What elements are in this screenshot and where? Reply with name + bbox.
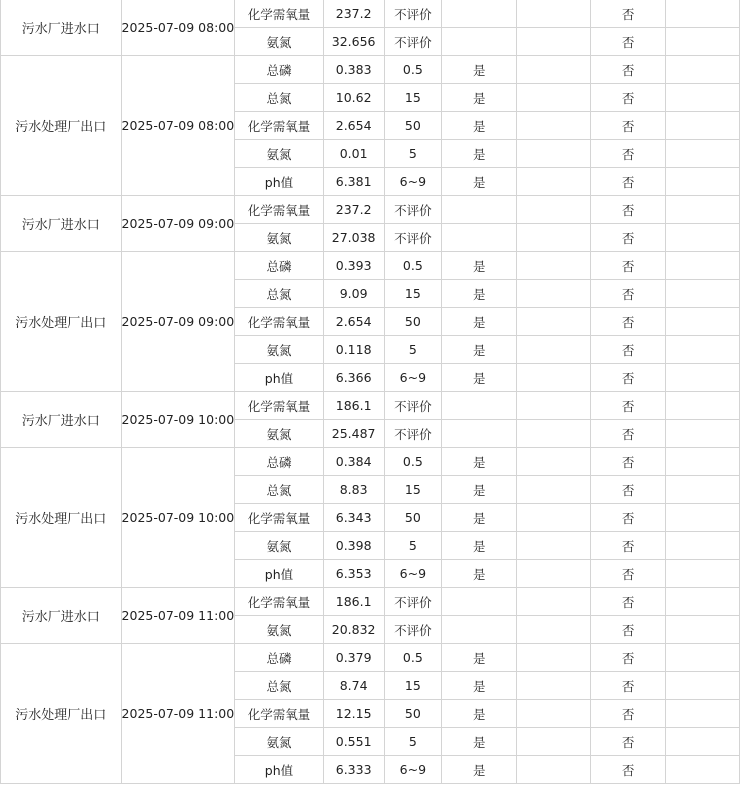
exceed-cell: 否 xyxy=(591,140,666,168)
blank-cell xyxy=(666,700,740,728)
value-cell: 10.62 xyxy=(323,84,384,112)
blank-cell xyxy=(666,504,740,532)
indicator-cell: 化学需氧量 xyxy=(235,0,324,28)
blank-cell xyxy=(666,448,740,476)
site-cell: 污水处理厂出口 xyxy=(1,252,122,392)
site-cell: 污水处理厂出口 xyxy=(1,644,122,784)
value-cell: 6.343 xyxy=(323,504,384,532)
blank-cell xyxy=(666,140,740,168)
exceed-cell: 否 xyxy=(591,728,666,756)
table-row xyxy=(1,644,740,672)
value-cell: 0.01 xyxy=(323,140,384,168)
compliant-cell xyxy=(442,28,517,56)
blank-cell xyxy=(517,532,591,560)
standard-cell: 5 xyxy=(384,140,442,168)
blank-cell xyxy=(666,616,740,644)
blank-cell xyxy=(666,364,740,392)
standard-cell: 50 xyxy=(384,700,442,728)
indicator-cell: 氨氮 xyxy=(235,420,324,448)
blank-cell xyxy=(517,280,591,308)
blank-cell xyxy=(517,504,591,532)
indicator-cell: 氨氮 xyxy=(235,28,324,56)
blank-cell xyxy=(666,308,740,336)
blank-cell xyxy=(666,196,740,224)
value-cell: 237.2 xyxy=(323,196,384,224)
standard-cell: 5 xyxy=(384,728,442,756)
value-cell: 0.384 xyxy=(323,448,384,476)
blank-cell xyxy=(517,476,591,504)
blank-cell xyxy=(517,0,591,28)
blank-cell xyxy=(517,700,591,728)
indicator-cell: 化学需氧量 xyxy=(235,700,324,728)
exceed-cell: 否 xyxy=(591,364,666,392)
compliant-cell xyxy=(442,196,517,224)
compliant-cell: 是 xyxy=(442,560,517,588)
blank-cell xyxy=(666,56,740,84)
compliant-cell xyxy=(442,588,517,616)
standard-cell: 不评价 xyxy=(384,588,442,616)
time-cell: 2025-07-09 10:00 xyxy=(121,448,235,588)
value-cell: 27.038 xyxy=(323,224,384,252)
value-cell: 32.656 xyxy=(323,28,384,56)
compliant-cell: 是 xyxy=(442,252,517,280)
standard-cell: 50 xyxy=(384,308,442,336)
compliant-cell: 是 xyxy=(442,644,517,672)
value-cell: 0.118 xyxy=(323,336,384,364)
exceed-cell: 否 xyxy=(591,56,666,84)
blank-cell xyxy=(517,728,591,756)
value-cell: 0.383 xyxy=(323,56,384,84)
exceed-cell: 否 xyxy=(591,476,666,504)
blank-cell xyxy=(517,756,591,784)
indicator-cell: ph值 xyxy=(235,560,324,588)
exceed-cell: 否 xyxy=(591,756,666,784)
table-row xyxy=(1,252,740,280)
compliant-cell: 是 xyxy=(442,140,517,168)
table-row xyxy=(1,56,740,84)
exceed-cell: 否 xyxy=(591,84,666,112)
value-cell: 186.1 xyxy=(323,588,384,616)
blank-cell xyxy=(666,728,740,756)
indicator-cell: 化学需氧量 xyxy=(235,392,324,420)
compliant-cell xyxy=(442,392,517,420)
value-cell: 6.353 xyxy=(323,560,384,588)
compliant-cell: 是 xyxy=(442,756,517,784)
blank-cell xyxy=(517,392,591,420)
compliant-cell xyxy=(442,616,517,644)
exceed-cell: 否 xyxy=(591,392,666,420)
exceed-cell: 否 xyxy=(591,532,666,560)
compliant-cell: 是 xyxy=(442,532,517,560)
indicator-cell: ph值 xyxy=(235,756,324,784)
value-cell: 237.2 xyxy=(323,0,384,28)
blank-cell xyxy=(517,140,591,168)
standard-cell: 6~9 xyxy=(384,560,442,588)
exceed-cell: 否 xyxy=(591,504,666,532)
blank-cell xyxy=(666,84,740,112)
exceed-cell: 否 xyxy=(591,224,666,252)
compliant-cell: 是 xyxy=(442,56,517,84)
compliant-cell xyxy=(442,0,517,28)
indicator-cell: 总磷 xyxy=(235,448,324,476)
standard-cell: 15 xyxy=(384,476,442,504)
blank-cell xyxy=(517,252,591,280)
blank-cell xyxy=(517,168,591,196)
blank-cell xyxy=(517,196,591,224)
time-cell: 2025-07-09 10:00 xyxy=(121,392,235,448)
compliant-cell: 是 xyxy=(442,336,517,364)
exceed-cell: 否 xyxy=(591,280,666,308)
blank-cell xyxy=(517,112,591,140)
blank-cell xyxy=(517,84,591,112)
value-cell: 2.654 xyxy=(323,308,384,336)
value-cell: 186.1 xyxy=(323,392,384,420)
standard-cell: 5 xyxy=(384,336,442,364)
indicator-cell: 总磷 xyxy=(235,252,324,280)
table-body xyxy=(1,0,740,784)
table-row xyxy=(1,196,740,224)
time-cell: 2025-07-09 08:00 xyxy=(121,0,235,56)
exceed-cell: 否 xyxy=(591,308,666,336)
blank-cell xyxy=(666,224,740,252)
compliant-cell: 是 xyxy=(442,280,517,308)
time-cell: 2025-07-09 11:00 xyxy=(121,644,235,784)
value-cell: 6.381 xyxy=(323,168,384,196)
compliant-cell: 是 xyxy=(442,308,517,336)
value-cell: 8.83 xyxy=(323,476,384,504)
time-cell: 2025-07-09 09:00 xyxy=(121,196,235,252)
compliant-cell: 是 xyxy=(442,504,517,532)
indicator-cell: ph值 xyxy=(235,364,324,392)
blank-cell xyxy=(666,392,740,420)
blank-cell xyxy=(666,112,740,140)
exceed-cell: 否 xyxy=(591,644,666,672)
compliant-cell: 是 xyxy=(442,112,517,140)
value-cell: 6.366 xyxy=(323,364,384,392)
standard-cell: 15 xyxy=(384,672,442,700)
blank-cell xyxy=(666,476,740,504)
blank-cell xyxy=(517,616,591,644)
site-cell: 污水厂进水口 xyxy=(1,196,122,252)
value-cell: 9.09 xyxy=(323,280,384,308)
exceed-cell: 否 xyxy=(591,112,666,140)
blank-cell xyxy=(666,28,740,56)
value-cell: 6.333 xyxy=(323,756,384,784)
exceed-cell: 否 xyxy=(591,196,666,224)
time-cell: 2025-07-09 11:00 xyxy=(121,588,235,644)
site-cell: 污水处理厂出口 xyxy=(1,448,122,588)
compliant-cell xyxy=(442,224,517,252)
standard-cell: 不评价 xyxy=(384,392,442,420)
value-cell: 0.393 xyxy=(323,252,384,280)
value-cell: 20.832 xyxy=(323,616,384,644)
value-cell: 2.654 xyxy=(323,112,384,140)
standard-cell: 0.5 xyxy=(384,252,442,280)
exceed-cell: 否 xyxy=(591,252,666,280)
blank-cell xyxy=(666,560,740,588)
compliant-cell: 是 xyxy=(442,700,517,728)
indicator-cell: 总氮 xyxy=(235,476,324,504)
value-cell: 25.487 xyxy=(323,420,384,448)
time-cell: 2025-07-09 08:00 xyxy=(121,56,235,196)
blank-cell xyxy=(517,672,591,700)
blank-cell xyxy=(517,420,591,448)
blank-cell xyxy=(666,252,740,280)
compliant-cell: 是 xyxy=(442,476,517,504)
table-row xyxy=(1,448,740,476)
site-cell: 污水处理厂出口 xyxy=(1,56,122,196)
compliant-cell: 是 xyxy=(442,168,517,196)
exceed-cell: 否 xyxy=(591,0,666,28)
blank-cell xyxy=(666,336,740,364)
standard-cell: 不评价 xyxy=(384,0,442,28)
compliant-cell: 是 xyxy=(442,728,517,756)
standard-cell: 6~9 xyxy=(384,364,442,392)
standard-cell: 15 xyxy=(384,280,442,308)
indicator-cell: 总氮 xyxy=(235,84,324,112)
exceed-cell: 否 xyxy=(591,168,666,196)
blank-cell xyxy=(666,0,740,28)
exceed-cell: 否 xyxy=(591,420,666,448)
value-cell: 0.398 xyxy=(323,532,384,560)
blank-cell xyxy=(666,532,740,560)
indicator-cell: 总氮 xyxy=(235,280,324,308)
exceed-cell: 否 xyxy=(591,672,666,700)
indicator-cell: 氨氮 xyxy=(235,224,324,252)
site-cell: 污水厂进水口 xyxy=(1,0,122,56)
indicator-cell: 氨氮 xyxy=(235,728,324,756)
indicator-cell: 总磷 xyxy=(235,644,324,672)
blank-cell xyxy=(517,588,591,616)
indicator-cell: 化学需氧量 xyxy=(235,308,324,336)
blank-cell xyxy=(517,224,591,252)
standard-cell: 5 xyxy=(384,532,442,560)
exceed-cell: 否 xyxy=(591,448,666,476)
standard-cell: 不评价 xyxy=(384,420,442,448)
standard-cell: 6~9 xyxy=(384,756,442,784)
compliant-cell xyxy=(442,420,517,448)
value-cell: 12.15 xyxy=(323,700,384,728)
exceed-cell: 否 xyxy=(591,560,666,588)
compliant-cell: 是 xyxy=(442,448,517,476)
compliant-cell: 是 xyxy=(442,672,517,700)
blank-cell xyxy=(666,420,740,448)
standard-cell: 0.5 xyxy=(384,644,442,672)
exceed-cell: 否 xyxy=(591,616,666,644)
standard-cell: 50 xyxy=(384,112,442,140)
blank-cell xyxy=(517,644,591,672)
blank-cell xyxy=(666,756,740,784)
exceed-cell: 否 xyxy=(591,28,666,56)
time-cell: 2025-07-09 09:00 xyxy=(121,252,235,392)
standard-cell: 50 xyxy=(384,504,442,532)
blank-cell xyxy=(666,644,740,672)
standard-cell: 不评价 xyxy=(384,616,442,644)
indicator-cell: 氨氮 xyxy=(235,616,324,644)
exceed-cell: 否 xyxy=(591,700,666,728)
blank-cell xyxy=(517,308,591,336)
standard-cell: 6~9 xyxy=(384,168,442,196)
blank-cell xyxy=(666,280,740,308)
blank-cell xyxy=(517,56,591,84)
compliant-cell: 是 xyxy=(442,84,517,112)
indicator-cell: 化学需氧量 xyxy=(235,112,324,140)
standard-cell: 不评价 xyxy=(384,224,442,252)
table-row xyxy=(1,392,740,420)
blank-cell xyxy=(517,448,591,476)
compliant-cell: 是 xyxy=(442,364,517,392)
indicator-cell: 化学需氧量 xyxy=(235,588,324,616)
exceed-cell: 否 xyxy=(591,588,666,616)
site-cell: 污水厂进水口 xyxy=(1,392,122,448)
value-cell: 0.551 xyxy=(323,728,384,756)
indicator-cell: 氨氮 xyxy=(235,532,324,560)
indicator-cell: 氨氮 xyxy=(235,140,324,168)
indicator-cell: 总氮 xyxy=(235,672,324,700)
indicator-cell: 总磷 xyxy=(235,56,324,84)
indicator-cell: 化学需氧量 xyxy=(235,196,324,224)
table-row xyxy=(1,588,740,616)
value-cell: 8.74 xyxy=(323,672,384,700)
indicator-cell: 化学需氧量 xyxy=(235,504,324,532)
standard-cell: 15 xyxy=(384,84,442,112)
indicator-cell: 氨氮 xyxy=(235,336,324,364)
standard-cell: 0.5 xyxy=(384,56,442,84)
standard-cell: 不评价 xyxy=(384,196,442,224)
blank-cell xyxy=(517,364,591,392)
blank-cell xyxy=(666,588,740,616)
indicator-cell: ph值 xyxy=(235,168,324,196)
standard-cell: 不评价 xyxy=(384,28,442,56)
blank-cell xyxy=(666,168,740,196)
value-cell: 0.379 xyxy=(323,644,384,672)
exceed-cell: 否 xyxy=(591,336,666,364)
table-row xyxy=(1,0,740,28)
blank-cell xyxy=(517,28,591,56)
blank-cell xyxy=(517,560,591,588)
site-cell: 污水厂进水口 xyxy=(1,588,122,644)
blank-cell xyxy=(517,336,591,364)
standard-cell: 0.5 xyxy=(384,448,442,476)
blank-cell xyxy=(666,672,740,700)
